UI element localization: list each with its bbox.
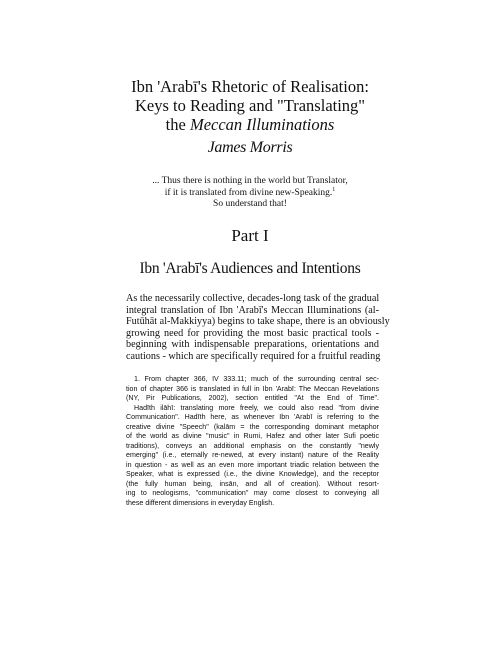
epigraph (100, 176, 400, 211)
footnote-1 (126, 375, 379, 508)
footnote-line: 1. From chapter 366, IV 333.11; much of the surrounding central sec- (134, 375, 379, 383)
footnote-line: tion of chapter 366 is translated in full in Ibn 'Arabī: The Meccan Revelations (126, 384, 379, 393)
title-line-3-italic: Meccan Illuminations (189, 115, 335, 134)
epigraph-line-2 (100, 188, 400, 200)
footnote-line: Speaker, what is expressed (i.e., the divine Knowledge), and the receptor (126, 470, 379, 478)
body-line: Futūhāt al-Makkiyya) begins to take shape, there is an obviously (126, 316, 390, 328)
part-heading: Part I (231, 226, 269, 245)
footnote-line: (NY, Pir Publications, 2002), section entitled "At the End of Time". (126, 394, 379, 402)
epigraph-line-2-text: if it is translated from divine new-Speaking. (164, 187, 333, 198)
title-line-3 (60, 115, 440, 134)
footnote-line: ing to neologisms, "communication" may come closest to conveying all (126, 489, 379, 497)
footnote-line: in question - as well as an even more important triadic relation between the (126, 460, 379, 469)
title-line-1: Ibn 'Arabī's Rhetoric of Realisation: (131, 77, 369, 96)
body-line: growing need for providing the most basic practical tools - (126, 327, 379, 339)
title-line-3-prefix: the (165, 115, 190, 134)
epigraph-line-1: ... Thus there is nothing in the world but Translator, (152, 176, 348, 186)
section-heading: Ibn 'Arabī's Audiences and Intentions (139, 260, 361, 277)
title-line-2: Keys to Reading and "Translating" (134, 96, 366, 115)
body-paragraph (126, 293, 390, 363)
paper-title (60, 77, 440, 134)
body-line: beginning with indispensable preparations, orientations and (126, 339, 379, 351)
author-name: James Morris (207, 139, 293, 156)
footnote-line: Hadīth ilāhī: translating more freely, we could also read "from divine (134, 403, 379, 412)
footnote-line: of the world as divine "music" in Rumi, Hafez and other later Sufi poetic (126, 432, 379, 440)
footnote-line: these different dimensions in everyday English. (126, 498, 275, 507)
body-line: As the necessarily collective, decades-long task of the gradual (126, 293, 380, 304)
footnote-marker: 1 (332, 186, 336, 193)
footnote-line: (the fully human being, insān, and all of creation). Without resort- (126, 479, 379, 488)
footnote-line: creative divine "Speech" (kalām = the corresponding dominant metaphor (126, 422, 379, 431)
body-line: integral translation of Ibn 'Arabī's Meccan Illuminations (al- (126, 304, 379, 316)
body-line: cautions - which are specifically required for a fruitful reading (126, 350, 381, 362)
footnote-line: Communication". Hadīth here, as whenever Ibn 'Arabī is referring to the (126, 413, 379, 421)
epigraph-line-3: So understand that! (213, 199, 287, 209)
footnote-line: emerging" (i.e., eternally re-newed, at every instant) nature of the Reality (126, 451, 379, 459)
footnote-line: traditions), conveys an additional emphasis on the constantly "newly (126, 441, 379, 450)
